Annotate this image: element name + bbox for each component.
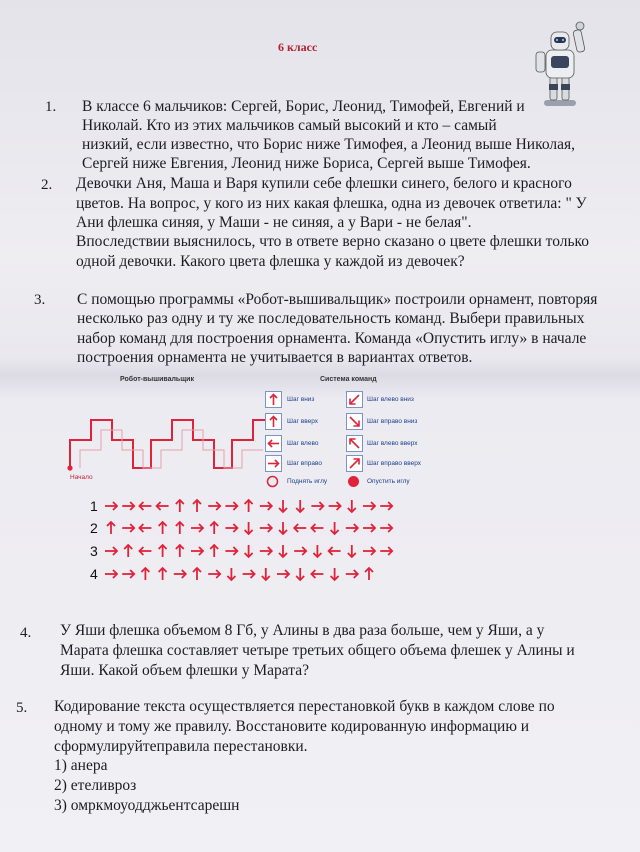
arrow-up-icon bbox=[210, 522, 218, 534]
arrow-up-icon bbox=[124, 545, 132, 557]
arrow-right-icon bbox=[329, 502, 341, 510]
arrow-down-icon bbox=[313, 545, 321, 557]
arrow-up-icon bbox=[210, 545, 218, 557]
cmd-step-left-up-label: Шаг влево вверх bbox=[367, 440, 418, 447]
option-2-label: 2 bbox=[90, 520, 98, 536]
arrow-down-icon bbox=[331, 568, 339, 580]
cmd-step-left-label: Шаг влево bbox=[287, 440, 319, 447]
option-1-label: 1 bbox=[90, 498, 98, 514]
task-2-line-4: Впоследствии выяснилось, что в ответе верно сказано о цвете флешки только bbox=[76, 233, 590, 250]
task-2-line-1: Девочки Аня, Маша и Варя купили себе флешки синего, белого и красного bbox=[76, 175, 572, 192]
task-3-line-4: построения орнамента не учитывается в вариантах ответов. bbox=[77, 349, 473, 366]
arrow-down-icon bbox=[279, 522, 287, 534]
task-3-line-3: набор команд для построения орнамента. Команда «Опустить иглу» в начале bbox=[77, 330, 587, 347]
arrow-down-icon bbox=[245, 545, 253, 557]
task-4-line-3: Яши. Какой объем флешки у Марата? bbox=[60, 662, 309, 679]
cmd-lift-needle-label: Поднять иглу bbox=[287, 478, 328, 485]
arrow-right-icon bbox=[260, 502, 272, 510]
cmd-step-right-down-label: Шаг вправо вниз bbox=[367, 418, 418, 425]
arrow-up-icon bbox=[159, 522, 167, 534]
arrow-left-icon bbox=[139, 547, 151, 555]
arrow-down-icon bbox=[331, 522, 339, 534]
arrow-right-icon bbox=[363, 524, 375, 532]
arrow-right-icon bbox=[191, 524, 203, 532]
task-2-number: 2. bbox=[41, 177, 53, 193]
task-4-line-1: У Яши флешка объемом 8 Гб, у Алины в два раза больше, чем у Яши, а у bbox=[60, 622, 545, 639]
start-label: Начало bbox=[70, 474, 93, 481]
cmd-step-left-down-label: Шаг влево вниз bbox=[367, 396, 414, 403]
arrow-right-icon bbox=[105, 502, 117, 510]
task-5-line-3: сформулируйтеправила перестановки. bbox=[54, 738, 308, 755]
arrow-right-icon bbox=[122, 524, 134, 532]
arrow-down-icon bbox=[279, 500, 287, 512]
cmd-step-down-label: Шаг вниз bbox=[287, 396, 315, 403]
task-3-number: 3. bbox=[34, 292, 46, 308]
arrow-left-icon bbox=[157, 502, 169, 510]
task-2-line-3: Ани флешка синяя, у Маши - не синяя, а у Вари - не белая". bbox=[76, 214, 472, 231]
encoded-word-2: 2) етеливроз bbox=[54, 777, 137, 794]
arrow-right-icon bbox=[122, 502, 134, 510]
task-1-number: 1. bbox=[45, 99, 57, 115]
task-4-number: 4. bbox=[20, 625, 32, 641]
arrow-right-icon bbox=[225, 547, 237, 555]
option-4-label: 4 bbox=[90, 566, 98, 582]
task-3-line-2: несколько раз одну и ту же последовательность команд. Выбери правильных bbox=[77, 310, 585, 327]
arrow-right-icon bbox=[363, 547, 375, 555]
arrow-up-icon bbox=[193, 568, 201, 580]
arrow-up-icon bbox=[141, 568, 149, 580]
cmd-lower-needle-label: Опустить иглу bbox=[367, 478, 410, 485]
arrow-right-icon bbox=[225, 502, 237, 510]
arrow-right-icon bbox=[225, 524, 237, 532]
arrow-down-icon bbox=[279, 545, 287, 557]
arrow-up-icon bbox=[365, 568, 373, 580]
arrow-right-icon bbox=[380, 502, 392, 510]
task-2-line-5: одной девочки. Какого цвета флешка у каждой из девочек? bbox=[76, 253, 465, 270]
arrow-up-icon bbox=[159, 545, 167, 557]
arrow-down-icon bbox=[296, 568, 304, 580]
arrow-right-icon bbox=[243, 570, 255, 578]
arrow-up-icon bbox=[176, 545, 184, 557]
cmd-step-up-label: Шаг вверх bbox=[287, 418, 318, 425]
arrow-right-icon bbox=[380, 524, 392, 532]
arrow-down-icon bbox=[262, 568, 270, 580]
task-1-line-1: В классе 6 мальчиков: Сергей, Борис, Леонид, Тимофей, Евгений и bbox=[82, 98, 525, 115]
task-1-line-2: Николай. Кто из этих мальчиков самый высокий и кто – самый bbox=[82, 117, 497, 134]
robot-program-title: Робот-вышивальщик bbox=[120, 376, 194, 383]
arrow-up-icon bbox=[107, 522, 115, 534]
arrow-up-icon bbox=[193, 500, 201, 512]
cmd-step-right-label: Шаг вправо bbox=[287, 460, 322, 467]
arrow-down-icon bbox=[245, 522, 253, 534]
arrow-right-icon bbox=[260, 547, 272, 555]
arrow-right-icon bbox=[311, 502, 323, 510]
arrow-down-icon bbox=[348, 500, 356, 512]
arrow-left-icon bbox=[139, 524, 151, 532]
arrow-right-icon bbox=[105, 547, 117, 555]
cmd-step-right-up-label: Шаг вправо вверх bbox=[367, 460, 421, 467]
task-4-line-2: Марата флешка составляет четыре третьих общего объема флешек у Алины и bbox=[60, 642, 575, 659]
arrow-up-icon bbox=[176, 522, 184, 534]
arrow-left-icon bbox=[294, 524, 306, 532]
arrow-right-icon bbox=[208, 502, 220, 510]
arrow-left-icon bbox=[329, 547, 341, 555]
arrow-up-icon bbox=[245, 500, 253, 512]
arrow-right-icon bbox=[174, 570, 186, 578]
arrow-down-icon bbox=[296, 500, 304, 512]
arrow-right-icon bbox=[380, 547, 392, 555]
encoded-word-1: 1) анера bbox=[54, 757, 108, 774]
arrow-left-icon bbox=[139, 502, 151, 510]
arrow-right-icon bbox=[277, 570, 289, 578]
arrow-up-icon bbox=[176, 500, 184, 512]
command-system-title: Система команд bbox=[320, 376, 377, 383]
arrow-up-icon bbox=[159, 568, 167, 580]
option-3-label: 3 bbox=[90, 543, 98, 559]
arrow-right-icon bbox=[122, 570, 134, 578]
arrow-right-icon bbox=[260, 524, 272, 532]
arrow-down-icon bbox=[348, 545, 356, 557]
arrow-left-icon bbox=[311, 570, 323, 578]
task-5-line-2: одному и тому же правилу. Восстановите кодированную информацию и bbox=[54, 718, 530, 735]
arrow-left-icon bbox=[311, 524, 323, 532]
arrow-right-icon bbox=[191, 547, 203, 555]
task-1-line-4: Сергей ниже Евгения, Леонид ниже Бориса, Сергей выше Тимофея. bbox=[82, 155, 531, 172]
task-3-line-1: С помощью программы «Робот-вышивальщик» построили орнамент, повторяя bbox=[77, 291, 598, 308]
arrow-right-icon bbox=[346, 524, 358, 532]
encoded-word-3: 3) омркмоуодджьентсарешн bbox=[54, 797, 240, 814]
arrow-right-icon bbox=[105, 570, 117, 578]
task-1-line-3: низкий, если известно, что Борис ниже Тимофея, а Леонид выше Николая, bbox=[82, 136, 575, 153]
arrow-right-icon bbox=[208, 570, 220, 578]
arrow-down-icon bbox=[227, 568, 235, 580]
task-5-line-1: Кодирование текста осуществляется перестановкой букв в каждом слове по bbox=[54, 698, 555, 715]
task-5-number: 5. bbox=[16, 700, 28, 716]
task-2-line-2: цветов. На вопрос, у кого из них какая флешка, одна из девочек ответила: " У bbox=[76, 195, 587, 212]
grade-title: 6 класс bbox=[278, 40, 318, 54]
arrow-right-icon bbox=[346, 570, 358, 578]
arrow-right-icon bbox=[363, 502, 375, 510]
arrow-right-icon bbox=[294, 547, 306, 555]
